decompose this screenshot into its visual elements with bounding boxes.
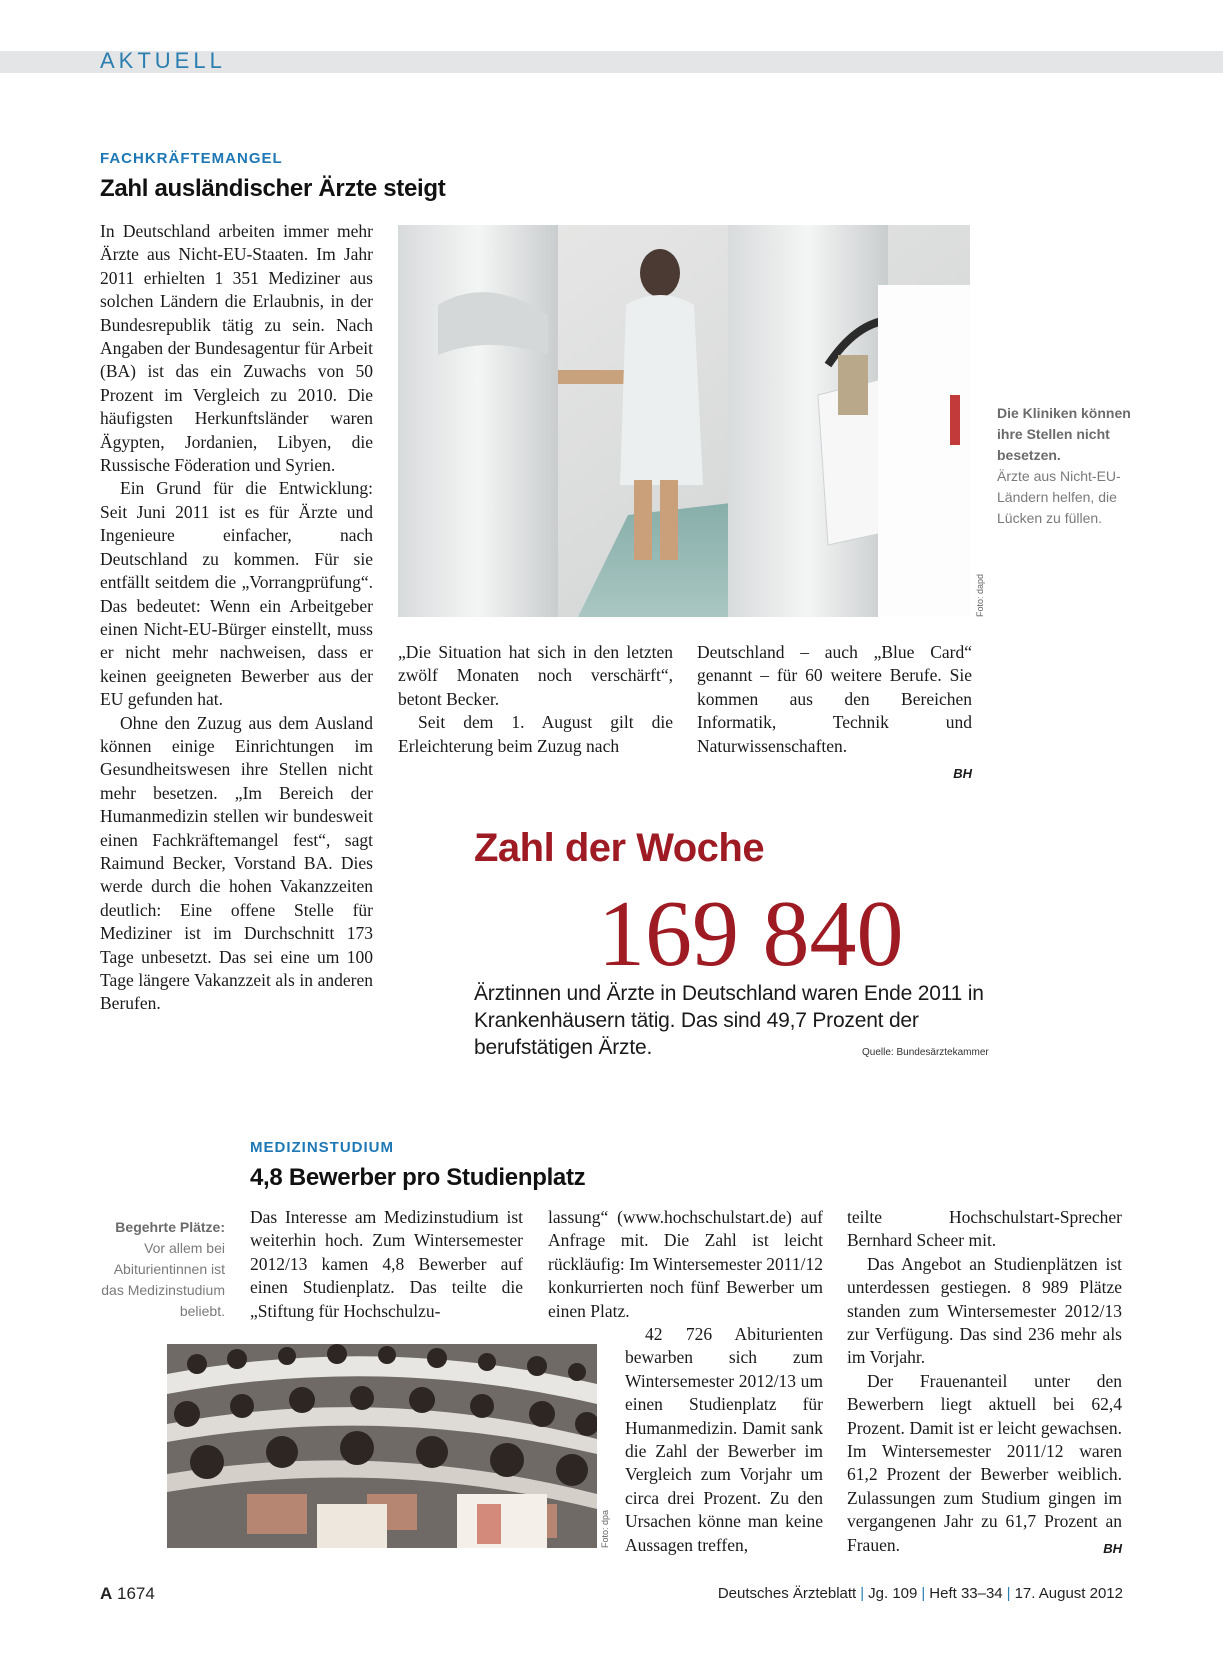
page-number — [100, 1584, 155, 1604]
page-number-value: 1674 — [117, 1584, 155, 1603]
caption-text: Ärzte aus Nicht-EU-Ländern helfen, die Lücken zu füllen. — [997, 468, 1121, 526]
paragraph: „Die Situation hat sich in den letzten zwölf Monaten noch verschärft“, betont Becker. — [398, 642, 673, 709]
article1-caption — [997, 403, 1132, 529]
lecture-hall-photo — [167, 1344, 597, 1548]
section-label: AKTUELL — [100, 48, 226, 73]
caption-bold: Die Kliniken können ihre Stellen nicht besetzen. — [997, 405, 1131, 463]
journal-issue: Heft 33–34 — [929, 1585, 1003, 1602]
photo-credit: Foto: dapd — [975, 573, 985, 617]
number-of-week-value: 169 840 — [598, 882, 904, 986]
paragraph: lassung“ (www.hochschulstart.de) auf Anfrage mit. Die Zahl ist leicht rückläufig: Im Wintersemester 2011/12 konkurrierten noch fünf Bewerber um einen Platz. — [548, 1207, 823, 1321]
paragraph: Ohne den Zuzug aus dem Ausland können einige Einrichtungen im Gesundheitswesen ihre Stellen nicht mehr besetzen. „Im Bereich der Humanmedizin stellen wir bundesweit einen Fachkräftemangel fest“, sagt Raimund Becker, Vorstand BA. Dies werde durch die hohen Vakanzzeiten deutlich: Eine offene Stelle für Mediziner ist im Durchschnitt 173 Tage unbesetzt. Das sei eine um 100 Tage längere Vakanzzeit als in anderen Berufen. — [100, 712, 373, 1014]
article2-column-1 — [250, 1206, 523, 1323]
lecture-hall-photo-image — [167, 1344, 597, 1548]
page-prefix: A — [100, 1584, 113, 1603]
caption-text: Vor allem bei Abiturientinnen ist das Medizinstudium beliebt. — [101, 1240, 225, 1319]
article1-column-3 — [697, 641, 972, 785]
number-of-week-source: Quelle: Bundesärztekammer — [862, 1047, 989, 1058]
article1-column-2 — [398, 641, 673, 758]
paragraph: Seit dem 1. August gilt die Erleichterung beim Zuzug nach — [398, 712, 673, 756]
paragraph — [847, 1370, 1122, 1557]
article1-column-1 — [100, 220, 373, 1016]
article2-column-2-top — [548, 1206, 823, 1323]
article2-column-3 — [847, 1206, 1122, 1561]
paragraph: Das Angebot an Studienplätzen ist unterdessen gestiegen. 8 989 Plätze standen zum Wintersemester 2012/13 zur Verfügung. Das sind 236 mehr als im Vorjahr. — [847, 1253, 1122, 1368]
paragraph: teilte Hochschulstart-Sprecher Bernhard Scheer mit. — [847, 1207, 1122, 1251]
paragraph-text: Deutschland – auch „Blue Card“ genannt – für 60 weitere Berufe. Sie kommen aus den Bereichen Informatik, Technik und Naturwissenschaften. — [697, 642, 972, 756]
caption-bold: Begehrte Plätze: — [115, 1219, 225, 1235]
separator: | — [1006, 1585, 1011, 1602]
article2-kicker: MEDIZINSTUDIUM — [250, 1139, 394, 1156]
article2-caption — [100, 1217, 225, 1322]
paragraph — [697, 641, 972, 758]
number-of-week-text: Ärztinnen und Ärzte in Deutschland waren Ende 2011 in Krankenhäusern tätig. Das sind 49,7 Prozent der berufstätigen Ärzte. — [474, 982, 984, 1059]
paragraph: Ein Grund für die Entwicklung: Seit Juni 2011 ist es für Ärzte und Ingenieure einfacher, nach Deutschland zu kommen. Für sie entfällt seitdem die „Vorrangprüfung“. Das bedeutet: Wenn ein Arbeitgeber einen Nicht-EU-Bürger einstellt, muss er nicht mehr nachweisen, dass er keinen geeigneten Bewerber aus der EU gefunden hat. — [100, 478, 373, 710]
doctors-photo-image — [398, 225, 970, 617]
article2-column-2-bottom — [625, 1323, 823, 1557]
paragraph: Das Interesse am Medizinstudium ist weiterhin hoch. Zum Wintersemester 2012/13 kamen 4,8 Bewerber auf einen Studienplatz. Das teilte die „Stiftung für Hochschulzu- — [250, 1207, 523, 1321]
photo-credit: Foto: dpa — [600, 1509, 610, 1548]
article2-headline: 4,8 Bewerber pro Studienplatz — [250, 1164, 586, 1191]
paragraph-text: Der Frauenanteil unter den Bewerbern liegt aktuell bei 62,4 Prozent. Damit ist er leicht gewachsen. Im Wintersemester 2011/12 waren 61,2 Prozent der Bewerber weiblich. Zulassungen zum Studium gingen im vergangenen Jahr zu 61,7 Prozent an Frauen. — [847, 1370, 1122, 1555]
separator: | — [921, 1585, 926, 1602]
journal-volume: Jg. 109 — [868, 1585, 918, 1602]
doctors-photo — [398, 225, 970, 617]
paragraph: In Deutschland arbeiten immer mehr Ärzte aus Nicht-EU-Staaten. Im Jahr 2011 erhielten 1 351 Mediziner aus solchen Ländern die Erlaubnis, in der Bundesrepublik tätig zu sein. Nach Angaben der Bundesagentur für Arbeit (BA) ist das ein Zuwachs von 50 Prozent im Vergleich zu 2010. Die häufigsten Herkunftsländer waren Ägypten, Jordanien, Libyen, die Russische Föderation und Syrien. — [100, 221, 373, 476]
article1-headline: Zahl ausländischer Ärzte steigt — [100, 175, 446, 202]
journal-name: Deutsches Ärzteblatt — [717, 1585, 857, 1602]
author-signature: BH — [953, 766, 972, 782]
journal-info — [718, 1585, 1123, 1602]
article1-kicker: FACHKRÄFTEMANGEL — [100, 150, 283, 167]
paragraph: 42 726 Abiturienten bewarben sich zum Wintersemester 2012/13 um einen Studienplatz für Humanmedizin. Damit sank die Zahl der Bewerber im Vergleich zum Vorjahr um circa drei Prozent. Zu den Ursachen könne man keine Aussagen treffen, — [625, 1324, 823, 1555]
separator: | — [860, 1585, 865, 1602]
journal-date: 17. August 2012 — [1014, 1585, 1123, 1602]
author-signature: BH — [1103, 1541, 1122, 1557]
number-of-week-title: Zahl der Woche — [474, 826, 765, 870]
